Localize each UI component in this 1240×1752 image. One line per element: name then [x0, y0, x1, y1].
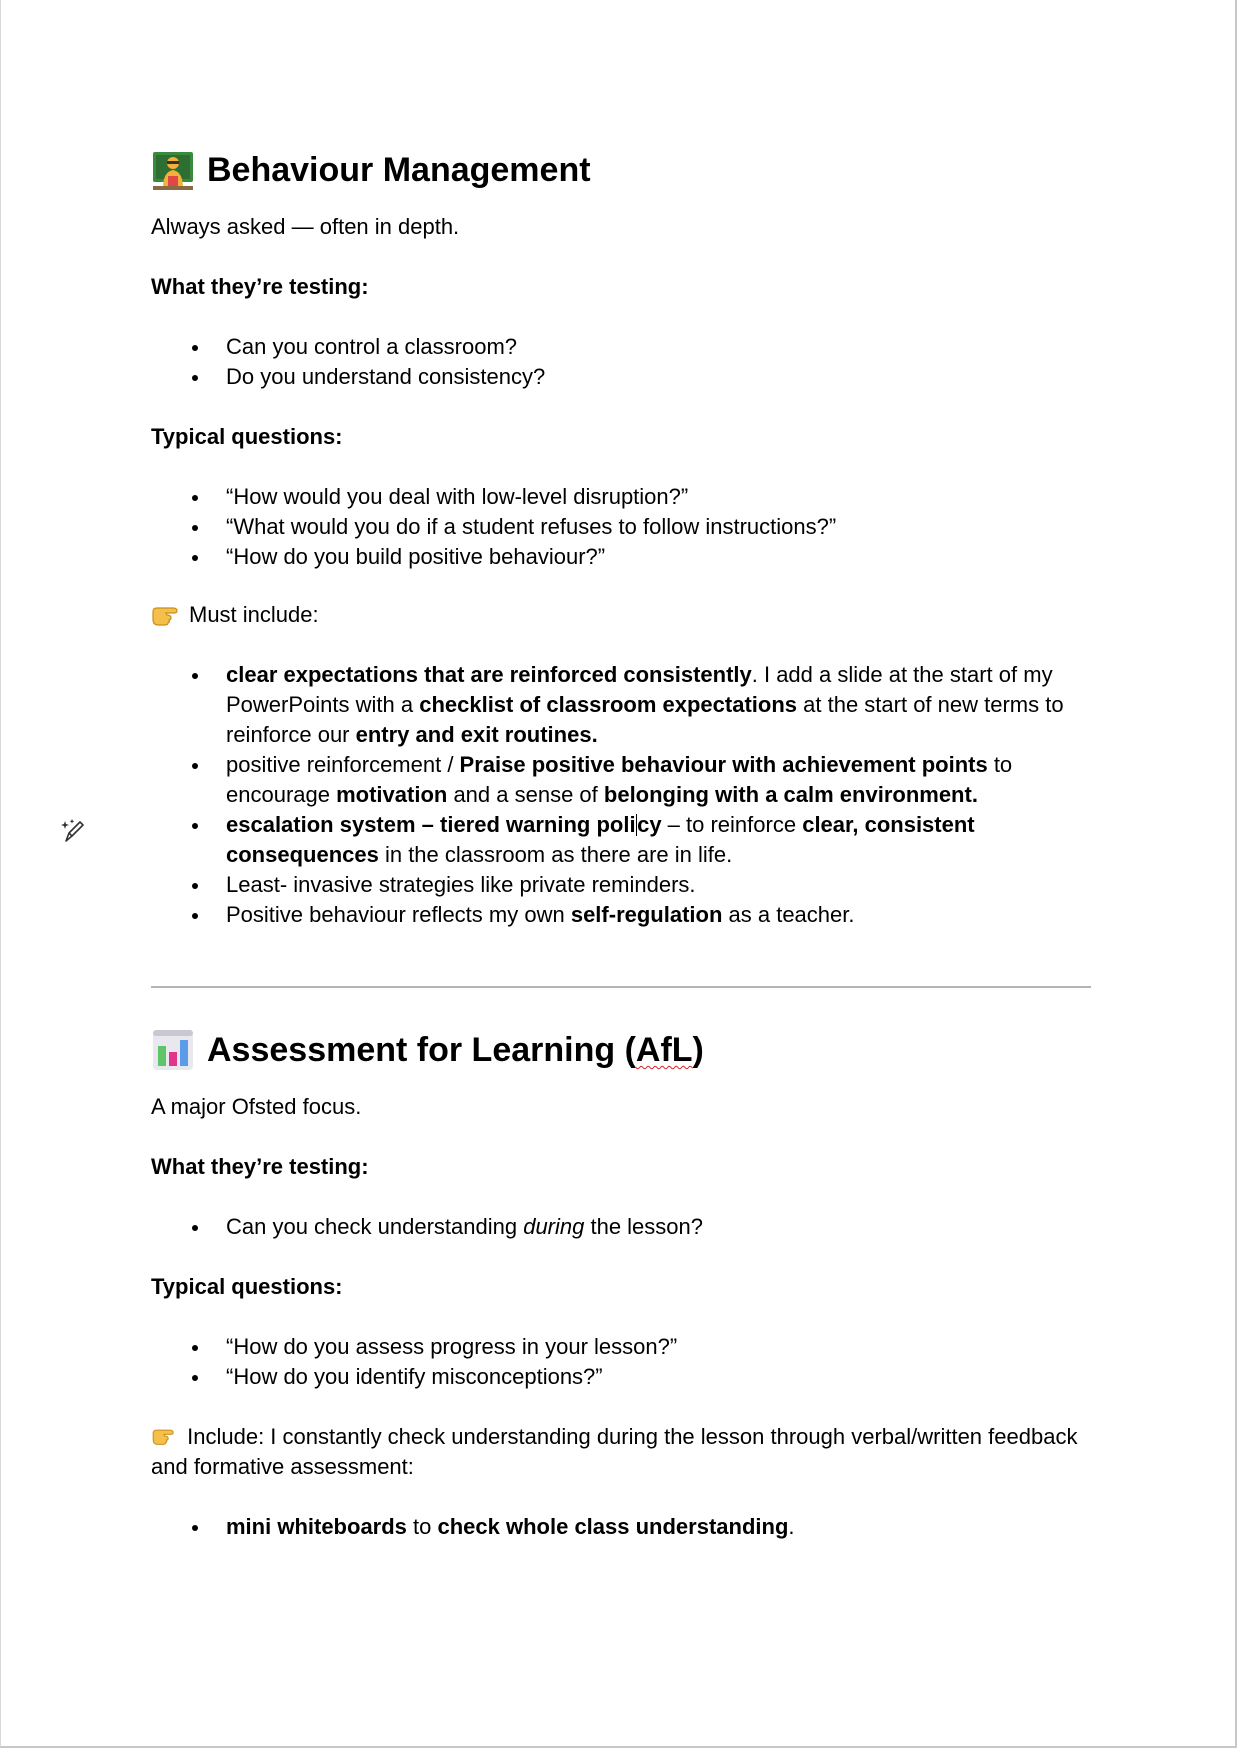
questions-list [151, 482, 1091, 572]
section-heading-behaviour [151, 140, 1091, 200]
list-item: “How would you deal with low-level disruption?” [151, 482, 1091, 512]
list-item: Do you understand consistency? [151, 362, 1091, 392]
list-item: “What would you do if a student refuses to follow instructions?” [151, 512, 1091, 542]
list-item: positive reinforcement / Praise positive behaviour with achievement points to encourage motivation and a sense of belonging with a calm environment. [151, 750, 1091, 810]
section-title: Behaviour Management [207, 151, 591, 189]
section-title-a: Assessment for Learning ( [207, 1031, 636, 1069]
list-item: escalation system – tiered warning policy – to reinforce clear, consistent consequences in the classroom as there are in life. [151, 810, 1091, 870]
must-include-line [151, 600, 1091, 630]
include-paragraph [151, 1422, 1091, 1482]
include-text: Include: I constantly check understanding during the lesson through verbal/written feedback and formative assessment: [151, 1424, 1078, 1479]
list-item: Can you control a classroom? [151, 332, 1091, 362]
document-body[interactable] [151, 140, 1091, 1542]
must-include-list [151, 660, 1091, 930]
teacher-blackboard-icon [151, 148, 195, 192]
testing-list [151, 1212, 1091, 1242]
magic-pen-icon[interactable] [60, 817, 88, 845]
section-heading-afl [151, 1020, 1091, 1080]
list-item: “How do you identify misconceptions?” [151, 1362, 1091, 1392]
questions-label: Typical questions: [151, 1274, 343, 1299]
list-item: Least- invasive strategies like private reminders. [151, 870, 1091, 900]
must-include-label: Must include: [189, 602, 319, 627]
section-intro: A major Ofsted focus. [151, 1094, 362, 1119]
list-item: “How do you assess progress in your lesson?” [151, 1332, 1091, 1362]
list-item: Can you check understanding during the lesson? [151, 1212, 1091, 1242]
questions-list [151, 1332, 1091, 1392]
pointing-hand-icon [151, 1426, 177, 1446]
section-title-c: ) [692, 1031, 704, 1069]
include-list [151, 1512, 1091, 1542]
list-item: Positive behaviour reflects my own self-regulation as a teacher. [151, 900, 1091, 930]
spellcheck-word[interactable]: AfL [635, 1031, 693, 1069]
horizontal-rule [151, 986, 1091, 988]
testing-list [151, 332, 1091, 392]
testing-label: What they’re testing: [151, 1154, 369, 1179]
pointing-hand-icon [151, 602, 181, 628]
bar-chart-icon [151, 1028, 195, 1072]
testing-label: What they’re testing: [151, 274, 369, 299]
list-item: “How do you build positive behaviour?” [151, 542, 1091, 572]
section-intro: Always asked — often in depth. [151, 214, 460, 239]
questions-label: Typical questions: [151, 424, 343, 449]
list-item: clear expectations that are reinforced consistently. I add a slide at the start of my PowerPoints with a checklist of classroom expectations at the start of new terms to reinforce our entry and exit routines. [151, 660, 1091, 750]
list-item: mini whiteboards to check whole class understanding. [151, 1512, 1091, 1542]
